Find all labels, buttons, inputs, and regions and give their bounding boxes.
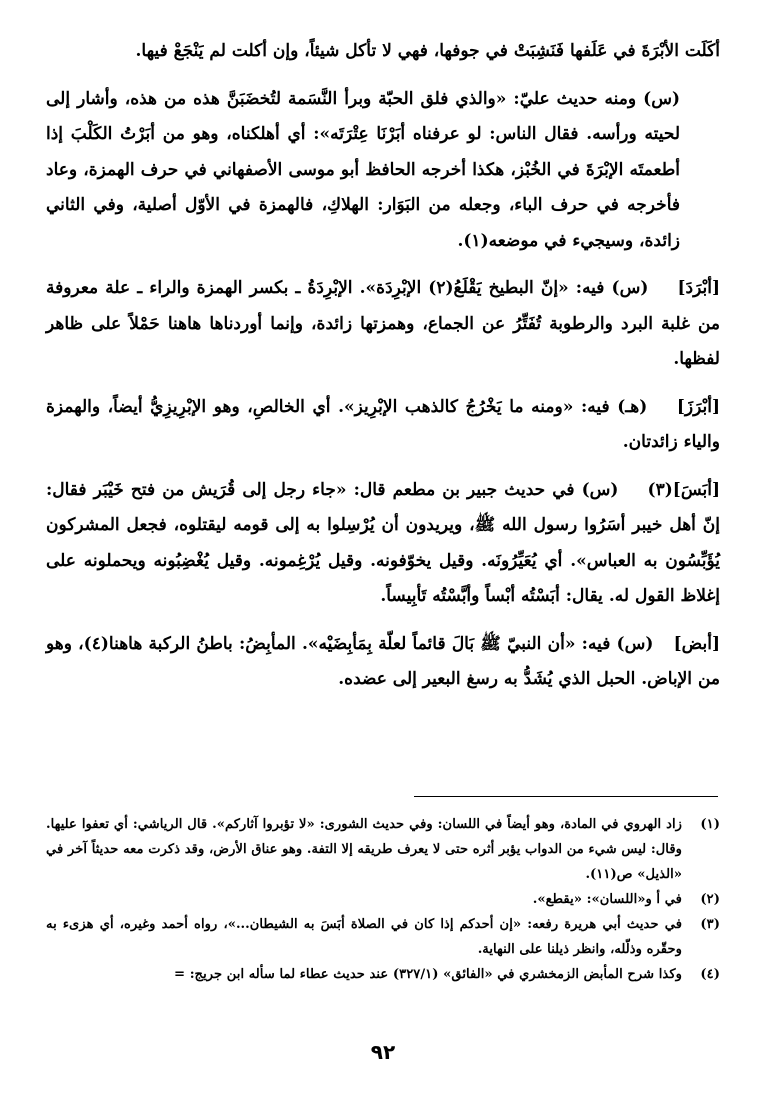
footnotes	[46, 812, 720, 987]
footnote	[46, 812, 720, 887]
footnote-text	[46, 912, 682, 962]
entry-headword: [أبض]	[673, 633, 720, 654]
footnote-number: (١)	[700, 817, 720, 832]
footnote-text	[46, 887, 682, 912]
entry-paragraph	[46, 82, 720, 260]
entry-headword: [أبْرَزَ]	[676, 396, 721, 417]
footnote-number: (٣)	[700, 917, 720, 932]
footnote	[46, 887, 720, 912]
entry-headword: [أبَسَ](٣)	[647, 479, 720, 500]
continuation-paragraph: أكَلَت الأبْرَةَ في عَلَفها فَنَشِبَتْ في جوفها، فهي لا تأكل شيئاً، وإن أكلت لم يَنْجَعْ فيها.	[135, 41, 720, 61]
entry-paragraph	[46, 390, 720, 461]
entry-text: (س) ومنه حديث عليّ: «والذي فلق الحبّة وبرأ النَّسَمة لتُخضَبَنَّ هذه من هذه، وأشار إلى لحيته ورأسه. فقال الناس: لو عرفناه أبَرْنَا عِتْرَتَه»: أي أهلكناه، وهو من أبَرْتُ الكَلْبَ إذا أطعمتَه الإبْرَةَ في الخُبْز، هكذا أخرجه الحافظ أبو موسى الأصفهاني في حرف الهمزة، وعاد فأخرجه في حرف الباء، وجعله من البَوَار: الهلاكِ، فالهمزة في الأوّل أصلية، وفي الثاني زائدة، وسيجيء في موضعه(١).	[46, 88, 680, 251]
footnote	[46, 962, 720, 987]
entry-text: (س) فيه: «أن النبيّ ﷺ بَالَ قائماً لعلّة بِمَأبِضَيْه». المأبِضُ: باطنُ الركبة هاهنا(٤)، وهو من الإباض. الحبل الذي يُشَدُّ به رسغ البعير إلى عضده.	[46, 633, 720, 689]
entry-text: (س) في حديث جبير بن مطعم قال: «جاء رجل إلى قُرَيش من فتح خَيْبَر فقال: إنّ أهل خيبر أسَرُوا رسول الله ﷺ، ويريدون أن يُرْسِلوا به إلى قومه ليقتلوه، فجعل المشركون يُؤَبِّسُون به العباس». أي يُعَيِّرُونَه. وقيل يخوّفونه. وقيل يُرْغِمونه. وقيل يُغْضِبُونه ويحملونه على إغلاظ القول له. يقال: أبَسْتُه أبْساً وأبَّسْتُه تَأبِيساً.	[46, 479, 720, 606]
footnote	[46, 912, 720, 962]
entry-text: (س) فيه: «إنّ البطيخ يَقْلَعُ(٢) الإبْرِدَة». الإبْرِدَةُ ـ بكسر الهمزة والراء ـ علة معروفة من غلبة البرد والرطوبة تُفَتِّرُ عن الجماع، وهمزتها زائدة، وإنما أوردناها هاهنا حَمْلاً على ظاهر لفظها.	[46, 278, 720, 369]
footnote-line: في حديث أبي هريرة رفعه: «إن أحدكم إذا كان في الصلاة أبَسَ به الشيطان...»، رواه أحمد وغيره، أي هزىء به وحقّره وذلّله، وانظر ذيلنا على النهاية.	[46, 917, 682, 957]
footnote-line: زاد الهروي في المادة، وهو أيضاً في اللسان: وفي حديث الشورى: «لا تؤبروا آثاركم». قال الرياشي: أي تعفوا عليها. وقال: ليس شيء من الدواب يؤبر أثره حتى لا يعرف طريقه إلا التفة. وهو عناق الأرض، وقد ذكرت معه حديثاً آخر في «الذيل» ص(١١).	[46, 817, 682, 882]
main-text	[46, 34, 720, 698]
page-number: ٩٢	[370, 1040, 396, 1064]
entry-headword: [أبْرَدَ]	[677, 278, 721, 298]
footnote-line: وكذا شرح المأبض الزمخشري في «الفائق» (٣٢٧/١) عند حديث عطاء لما سأله ابن جريج: =	[174, 967, 682, 982]
footnote-number: (٤)	[700, 967, 720, 982]
entry-text: (هـ) فيه: «ومنه ما يَخْرُجُ كالذهب الإبْرِيز». أي الخالصِ، وهو الإبْرِيزِيُّ أيضاً، والهمزة والياء زائدتان.	[46, 396, 720, 452]
footnote-text	[46, 962, 682, 987]
footnote-number: (٢)	[700, 892, 720, 907]
footnote-separator	[414, 796, 718, 797]
footnote-text	[46, 812, 682, 887]
entry-paragraph	[46, 627, 720, 698]
entry-paragraph	[46, 271, 720, 378]
entry-paragraph	[46, 473, 720, 615]
footnote-line: في أ و«اللسان»: «يقطع».	[532, 892, 682, 907]
